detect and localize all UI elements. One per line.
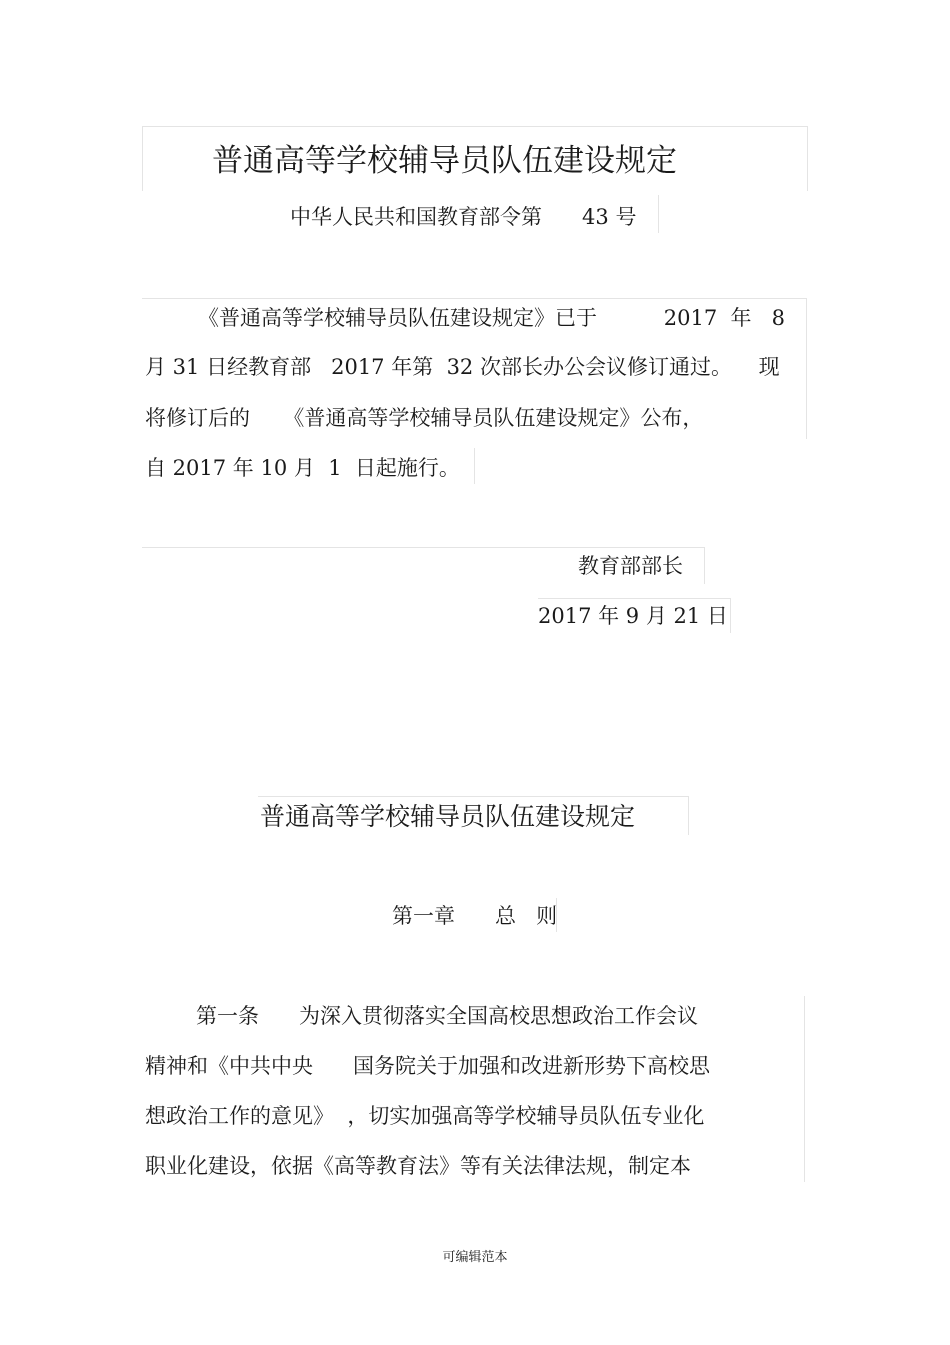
intro-line-2: 月 31 日经教育部 2017 年第 32 次部长办公会议修订通过。 现 (145, 355, 780, 379)
document-title: 普通高等学校辅导员队伍建设规定 (212, 143, 677, 179)
article-line-2: 精神和《中共中央 国务院关于加强和改进新形势下高校思 (145, 1054, 711, 1078)
intro-end-frame (474, 448, 475, 484)
article-line-4: 职业化建设，依据《高等教育法》等有关法律法规，制定本 (145, 1154, 691, 1178)
order-frame (658, 195, 659, 233)
page-footer: 可编辑范本 (442, 1250, 508, 1265)
chapter-heading: 第一章 总 则 (392, 904, 558, 928)
article-line-1: 第一条 为深入贯彻落实全国高校思想政治工作会议 (196, 1004, 699, 1028)
order-number-line: 中华人民共和国教育部令第 43 号 (290, 205, 637, 229)
signature-title: 教育部部长 (578, 554, 683, 578)
body-title: 普通高等学校辅导员队伍建设规定 (260, 802, 636, 831)
signature-date: 2017 年 9 月 21 日 (538, 604, 728, 628)
intro-line-4: 自 2017 年 10 月 1 日起施行。 (145, 456, 460, 480)
intro-line-3: 将修订后的 《普通高等学校辅导员队伍建设规定》公布， (145, 406, 704, 430)
intro-line-1: 《普通高等学校辅导员队伍建设规定》已于 2017 年 8 (198, 306, 785, 330)
article-line-3: 想政治工作的意见》 ，切实加强高等学校辅导员队伍专业化 (145, 1104, 705, 1128)
